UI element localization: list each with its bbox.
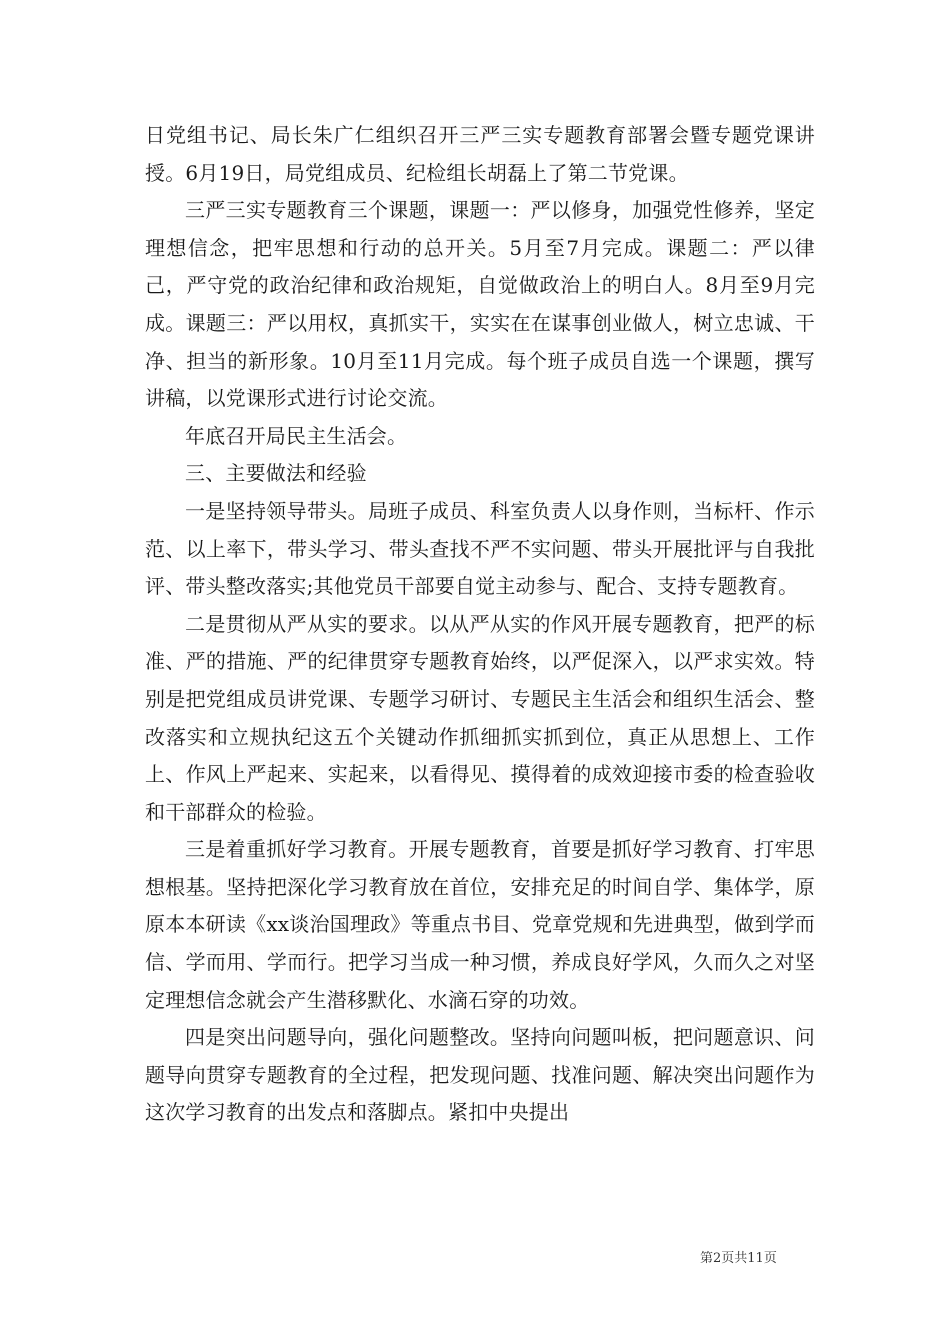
page-number-footer: 第2页共11页 [700, 1251, 777, 1266]
paragraph-7: 三是着重抓好学习教育。开展专题教育，首要是抓好学习教育、打牢思想根基。坚持把深化学习教育放在首位，安排充足的时间自学、集体学，原原本本研读《xx谈治国理政》等重点书目、党章党规和先进典型，做到学而信、学而用、学而行。把学习当成一种习惯，养成良好学风，久而久之对坚定理想信念就会产生潜移默化、水滴石穿的功效。 [145, 837, 815, 1012]
paragraph-5: 一是坚持领导带头。局班子成员、科室负责人以身作则，当标杆、作示范、以上率下，带头学习、带头查找不严不实问题、带头开展批评与自我批评、带头整改落实;其他党员干部要自觉主动参与、配合、支持专题教育。 [145, 498, 815, 599]
paragraph-8: 四是突出问题导向，强化问题整改。坚持向问题叫板，把问题意识、问题导向贯穿专题教育的全过程，把发现问题、找准问题、解决突出问题作为这次学习教育的出发点和落脚点。紧扣中央提出 [145, 1025, 815, 1125]
document-body [145, 117, 815, 1132]
paragraph-6: 二是贯彻从严从实的要求。以从严从实的作风开展专题教育，把严的标准、严的措施、严的纪律贯穿专题教育始终，以严促深入，以严求实效。特别是把党组成员讲党课、专题学习研讨、专题民主生活会和组织生活会、整改落实和立规执纪这五个关键动作抓细抓实抓到位，真正从思想上、工作上、作风上严起来、实起来，以看得见、摸得着的成效迎接市委的检查验收和干部群众的检验。 [145, 611, 815, 824]
section-heading: 三、主要做法和经验 [185, 461, 367, 486]
paragraph-3: 年底召开局民主生活会。 [185, 423, 408, 448]
paragraph-2: 三严三实专题教育三个课题，课题一：严以修身，加强党性修养，坚定理想信念，把牢思想和行动的总开关。5月至7月完成。课题二：严以律己，严守党的政治纪律和政治规矩，自觉做政治上的明白人。8月至9月完成。课题三：严以用权，真抓实干，实实在在谋事创业做人，树立忠诚、干净、担当的新形象。10月至11月完成。每个班子成员自选一个课题，撰写讲稿，以党课形式进行讨论交流。 [145, 198, 815, 411]
paragraph-1: 日党组书记、局长朱广仁组织召开三严三实专题教育部署会暨专题党课讲授。6月19日，局党组成员、纪检组长胡磊上了第二节党课。 [145, 123, 815, 185]
